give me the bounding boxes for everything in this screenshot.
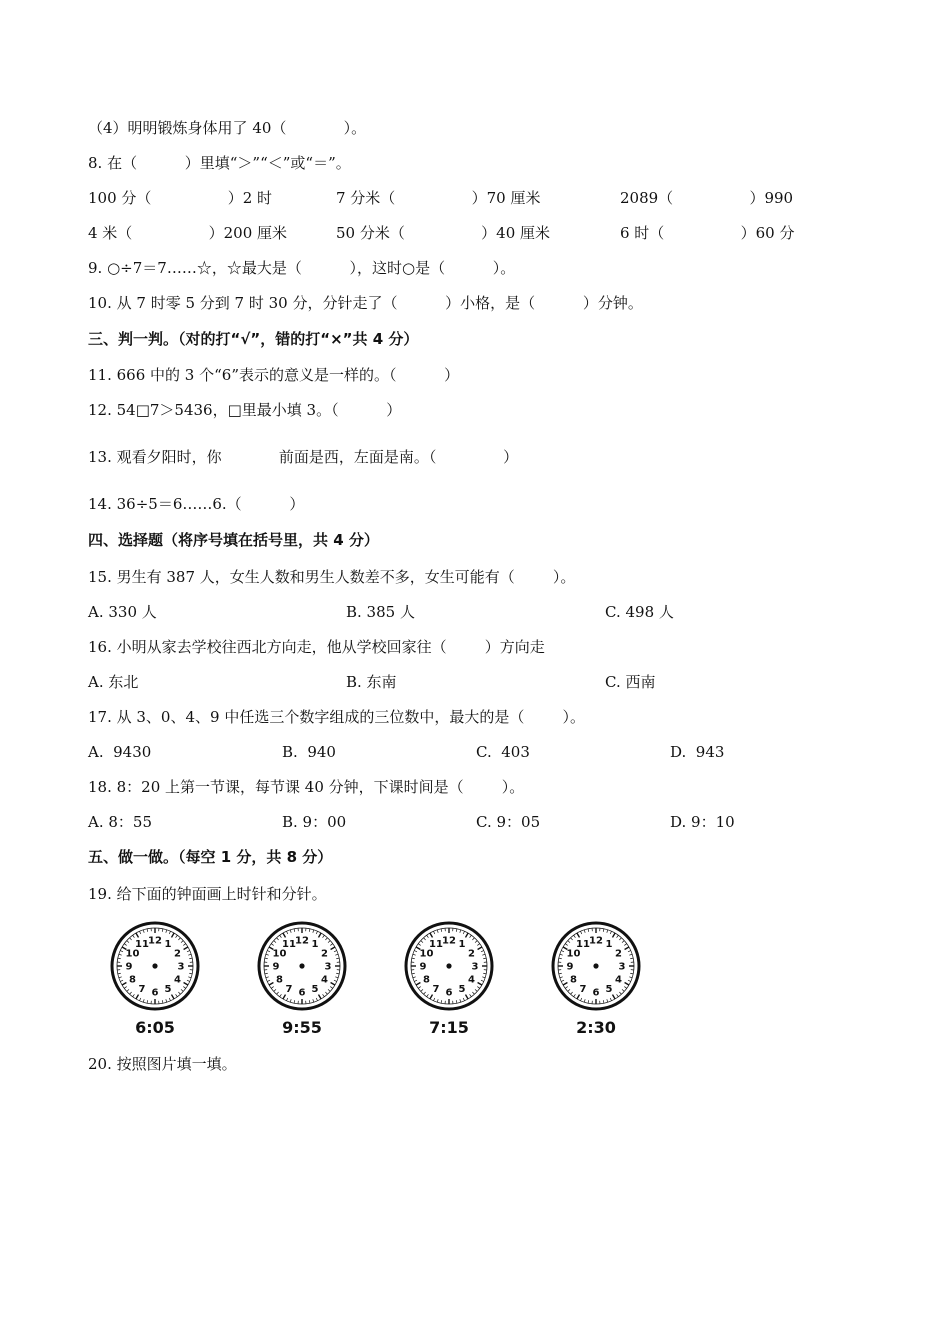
question-18-option-a: A. 8：55 xyxy=(88,813,152,831)
clock-number: 11 xyxy=(282,938,296,950)
clock-number: 3 xyxy=(324,961,332,973)
question-17-option-b: B. 940 xyxy=(282,743,336,761)
clock-number: 6 xyxy=(592,987,600,999)
clock-number: 8 xyxy=(128,974,136,986)
clock-time-label: 6:05 xyxy=(135,1018,175,1037)
clock-number: 2 xyxy=(468,948,476,960)
clock-number: 6 xyxy=(445,987,453,999)
clock-number: 1 xyxy=(311,938,319,950)
clock-face[interactable] xyxy=(399,920,499,1012)
clock-number: 5 xyxy=(311,984,319,996)
section-3-heading: 三、判一判。（对的打“√”，错的打“×”共 4 分） xyxy=(88,330,419,348)
clock-time-label: 9:55 xyxy=(282,1018,322,1037)
clock-number: 3 xyxy=(618,961,626,973)
clock-number: 4 xyxy=(468,974,476,986)
clock-number: 4 xyxy=(615,974,623,986)
question-10: 10. 从 7 时零 5 分到 7 时 30 分，分针走了（ ）小格，是（ ）分钟。 xyxy=(88,294,643,312)
clock-number: 8 xyxy=(275,974,283,986)
clock-face[interactable] xyxy=(252,920,352,1012)
clock-number: 11 xyxy=(135,938,149,950)
question-18-option-d: D. 9：10 xyxy=(670,813,735,831)
section-4-heading: 四、选择题（将序号填在括号里，共 4 分） xyxy=(88,531,379,549)
question-8-row2-col3: 6 时（ ）60 分 xyxy=(620,224,795,242)
clock-number: 12 xyxy=(589,935,603,947)
question-15-option-a: A. 330 人 xyxy=(88,603,157,621)
question-8-row2-col2: 50 分米（ ）40 厘米 xyxy=(336,224,550,242)
question-8-row1-col2: 7 分米（ ）70 厘米 xyxy=(336,189,541,207)
clock-number: 2 xyxy=(174,948,182,960)
clock-number: 11 xyxy=(576,938,590,950)
question-8: 8. 在（ ）里填“＞”“＜”或“＝”。 xyxy=(88,154,351,172)
clock-time-label: 7:15 xyxy=(429,1018,469,1037)
question-15-option-c: C. 498 人 xyxy=(605,603,674,621)
clock-face[interactable] xyxy=(105,920,205,1012)
question-17: 17. 从 3、0、4、9 中任选三个数字组成的三位数中，最大的是（ ）。 xyxy=(88,708,585,726)
clock-number: 3 xyxy=(177,961,185,973)
clock-center-dot xyxy=(299,963,304,968)
question-11: 11. 666 中的 3 个“6”表示的意义是一样的。（ ） xyxy=(88,366,460,384)
question-18-option-b: B. 9：00 xyxy=(282,813,347,831)
clock-number: 8 xyxy=(569,974,577,986)
question-12: 12. 54□7＞5436，□里最小填 3。（ ） xyxy=(88,401,402,419)
question-20: 20. 按照图片填一填。 xyxy=(88,1055,237,1073)
question-16-option-b: B. 东南 xyxy=(346,673,397,691)
clock-number: 12 xyxy=(295,935,309,947)
question-16: 16. 小明从家去学校往西北方向走，他从学校回家往（ ）方向走 xyxy=(88,638,545,656)
clock-number: 5 xyxy=(605,984,613,996)
clock-time-label: 2:30 xyxy=(576,1018,616,1037)
question-15-option-b: B. 385 人 xyxy=(346,603,415,621)
clock-center-dot xyxy=(446,963,451,968)
clock-number: 6 xyxy=(298,987,306,999)
clock-number: 7 xyxy=(432,984,440,996)
clock-number: 9 xyxy=(566,961,574,973)
clock-number: 2 xyxy=(615,948,623,960)
clock-number: 4 xyxy=(174,974,182,986)
clock-number: 1 xyxy=(164,938,172,950)
clock-number: 10 xyxy=(566,948,581,960)
clock-number: 9 xyxy=(272,961,280,973)
section-5-heading: 五、做一做。（每空 1 分，共 8 分） xyxy=(88,848,333,866)
question-15: 15. 男生有 387 人，女生人数和男生人数差不多，女生可能有（ ）。 xyxy=(88,568,576,586)
clock-number: 4 xyxy=(321,974,329,986)
question-8-row1-col1: 100 分（ ）2 时 xyxy=(88,189,272,207)
clock-center-dot xyxy=(152,963,157,968)
clock-face[interactable] xyxy=(546,920,646,1012)
question-9: 9. ○÷7＝7……☆，☆最大是（ ），这时○是（ ）。 xyxy=(88,259,516,277)
clock-number: 8 xyxy=(422,974,430,986)
question-13: 13. 观看夕阳时，你 前面是西，左面是南。（ ） xyxy=(88,448,519,466)
clock-number: 5 xyxy=(458,984,466,996)
question-8-row1-col3: 2089（ ）990 xyxy=(620,189,794,207)
clock-number: 12 xyxy=(442,935,456,947)
clock-number: 5 xyxy=(164,984,172,996)
clock-number: 6 xyxy=(151,987,159,999)
clock-number: 12 xyxy=(148,935,162,947)
clock-number: 10 xyxy=(125,948,140,960)
question-18-option-c: C. 9：05 xyxy=(476,813,541,831)
clock-number: 10 xyxy=(272,948,287,960)
clock-number: 10 xyxy=(419,948,434,960)
question-19: 19. 给下面的钟面画上时针和分针。 xyxy=(88,885,327,903)
question-18: 18. 8：20 上第一节课，每节课 40 分钟，下课时间是（ ）。 xyxy=(88,778,525,796)
clock-number: 1 xyxy=(605,938,613,950)
clock-number: 2 xyxy=(321,948,329,960)
clock-number: 7 xyxy=(138,984,146,996)
clock-number: 9 xyxy=(125,961,133,973)
question-16-option-c: C. 西南 xyxy=(605,673,656,691)
clock-number: 11 xyxy=(429,938,443,950)
clock-number: 1 xyxy=(458,938,466,950)
clock-number: 7 xyxy=(579,984,587,996)
question-17-option-a: A. 9430 xyxy=(88,743,152,761)
clock-7-15[interactable] xyxy=(399,920,499,1037)
clock-6-05[interactable] xyxy=(105,920,205,1037)
clock-number: 7 xyxy=(285,984,293,996)
clock-center-dot xyxy=(593,963,598,968)
question-14: 14. 36÷5＝6……6.（ ） xyxy=(88,495,305,513)
question-17-option-c: C. 403 xyxy=(476,743,530,761)
clock-number: 9 xyxy=(419,961,427,973)
question-7-4: （4）明明锻炼身体用了 40（ ）。 xyxy=(88,119,367,137)
question-16-option-a: A. 东北 xyxy=(88,673,139,691)
clock-number: 3 xyxy=(471,961,479,973)
clock-9-55[interactable] xyxy=(252,920,352,1037)
question-17-option-d: D. 943 xyxy=(670,743,725,761)
clock-2-30[interactable] xyxy=(546,920,646,1037)
question-8-row2-col1: 4 米（ ）200 厘米 xyxy=(88,224,287,242)
